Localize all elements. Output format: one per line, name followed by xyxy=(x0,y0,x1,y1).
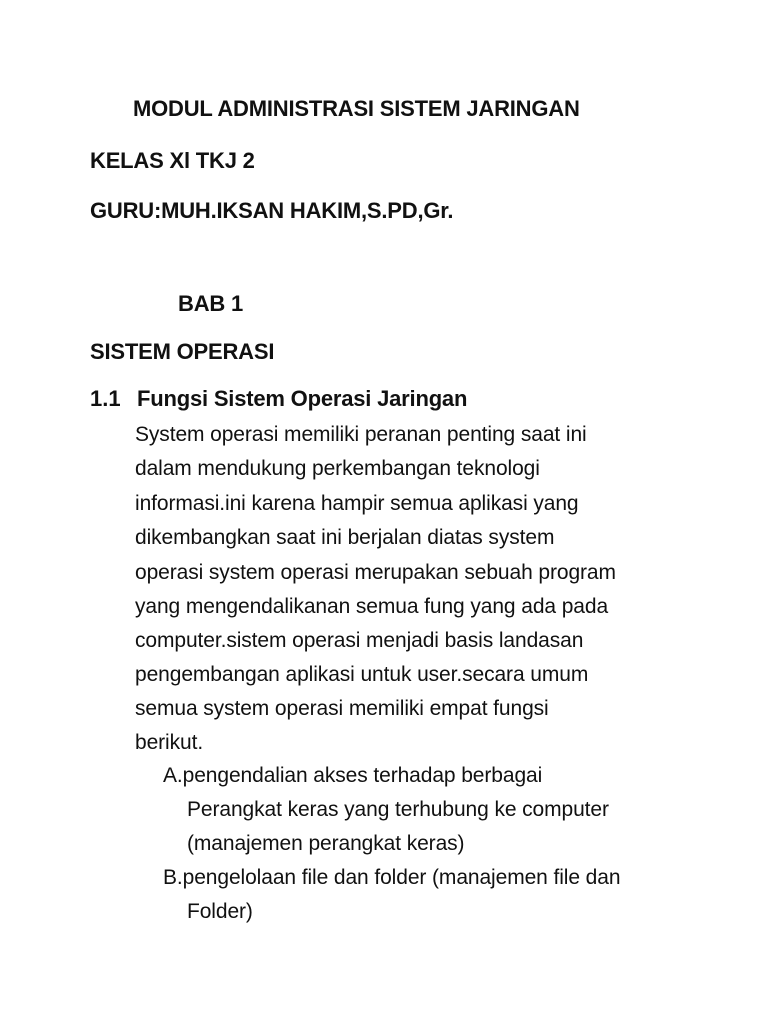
paragraph-line: operasi system operasi merupakan sebuah program xyxy=(135,561,616,584)
paragraph-line: computer.sistem operasi menjadi basis landasan xyxy=(135,629,584,652)
paragraph-line: yang mengendalikanan semua fung yang ada pada xyxy=(135,595,609,618)
list-item-line: Folder) xyxy=(187,900,253,923)
chapter-title: SISTEM OPERASI xyxy=(90,339,275,364)
document-title: MODUL ADMINISTRASI SISTEM JARINGAN xyxy=(133,96,580,121)
paragraph-line: pengembangan aplikasi untuk user.secara umum xyxy=(135,663,589,686)
list-item-line: B.pengelolaan file dan folder (manajemen file dan xyxy=(163,866,621,889)
teacher-line: GURU:MUH.IKSAN HAKIM,S.PD,Gr. xyxy=(90,198,454,223)
paragraph-line: dalam mendukung perkembangan teknologi xyxy=(135,457,540,480)
paragraph-line: informasi.ini karena hampir semua aplikasi yang xyxy=(135,492,579,515)
section-title: Fungsi Sistem Operasi Jaringan xyxy=(137,386,468,411)
list-item-line: A.pengendalian akses terhadap berbagai xyxy=(163,764,543,787)
class-line: KELAS Xl TKJ 2 xyxy=(90,148,255,173)
paragraph-line: berikut. xyxy=(135,731,204,754)
paragraph-line: dikembangkan saat ini berjalan diatas system xyxy=(135,526,555,549)
paragraph-line: System operasi memiliki peranan penting saat ini xyxy=(135,423,587,446)
section-number: 1.1 xyxy=(90,386,121,411)
list-item-line: (manajemen perangkat keras) xyxy=(187,832,465,855)
list-item-line: Perangkat keras yang terhubung ke computer xyxy=(187,798,609,821)
paragraph-line: semua system operasi memiliki empat fungsi xyxy=(135,697,549,720)
chapter-heading: BAB 1 xyxy=(178,291,244,316)
